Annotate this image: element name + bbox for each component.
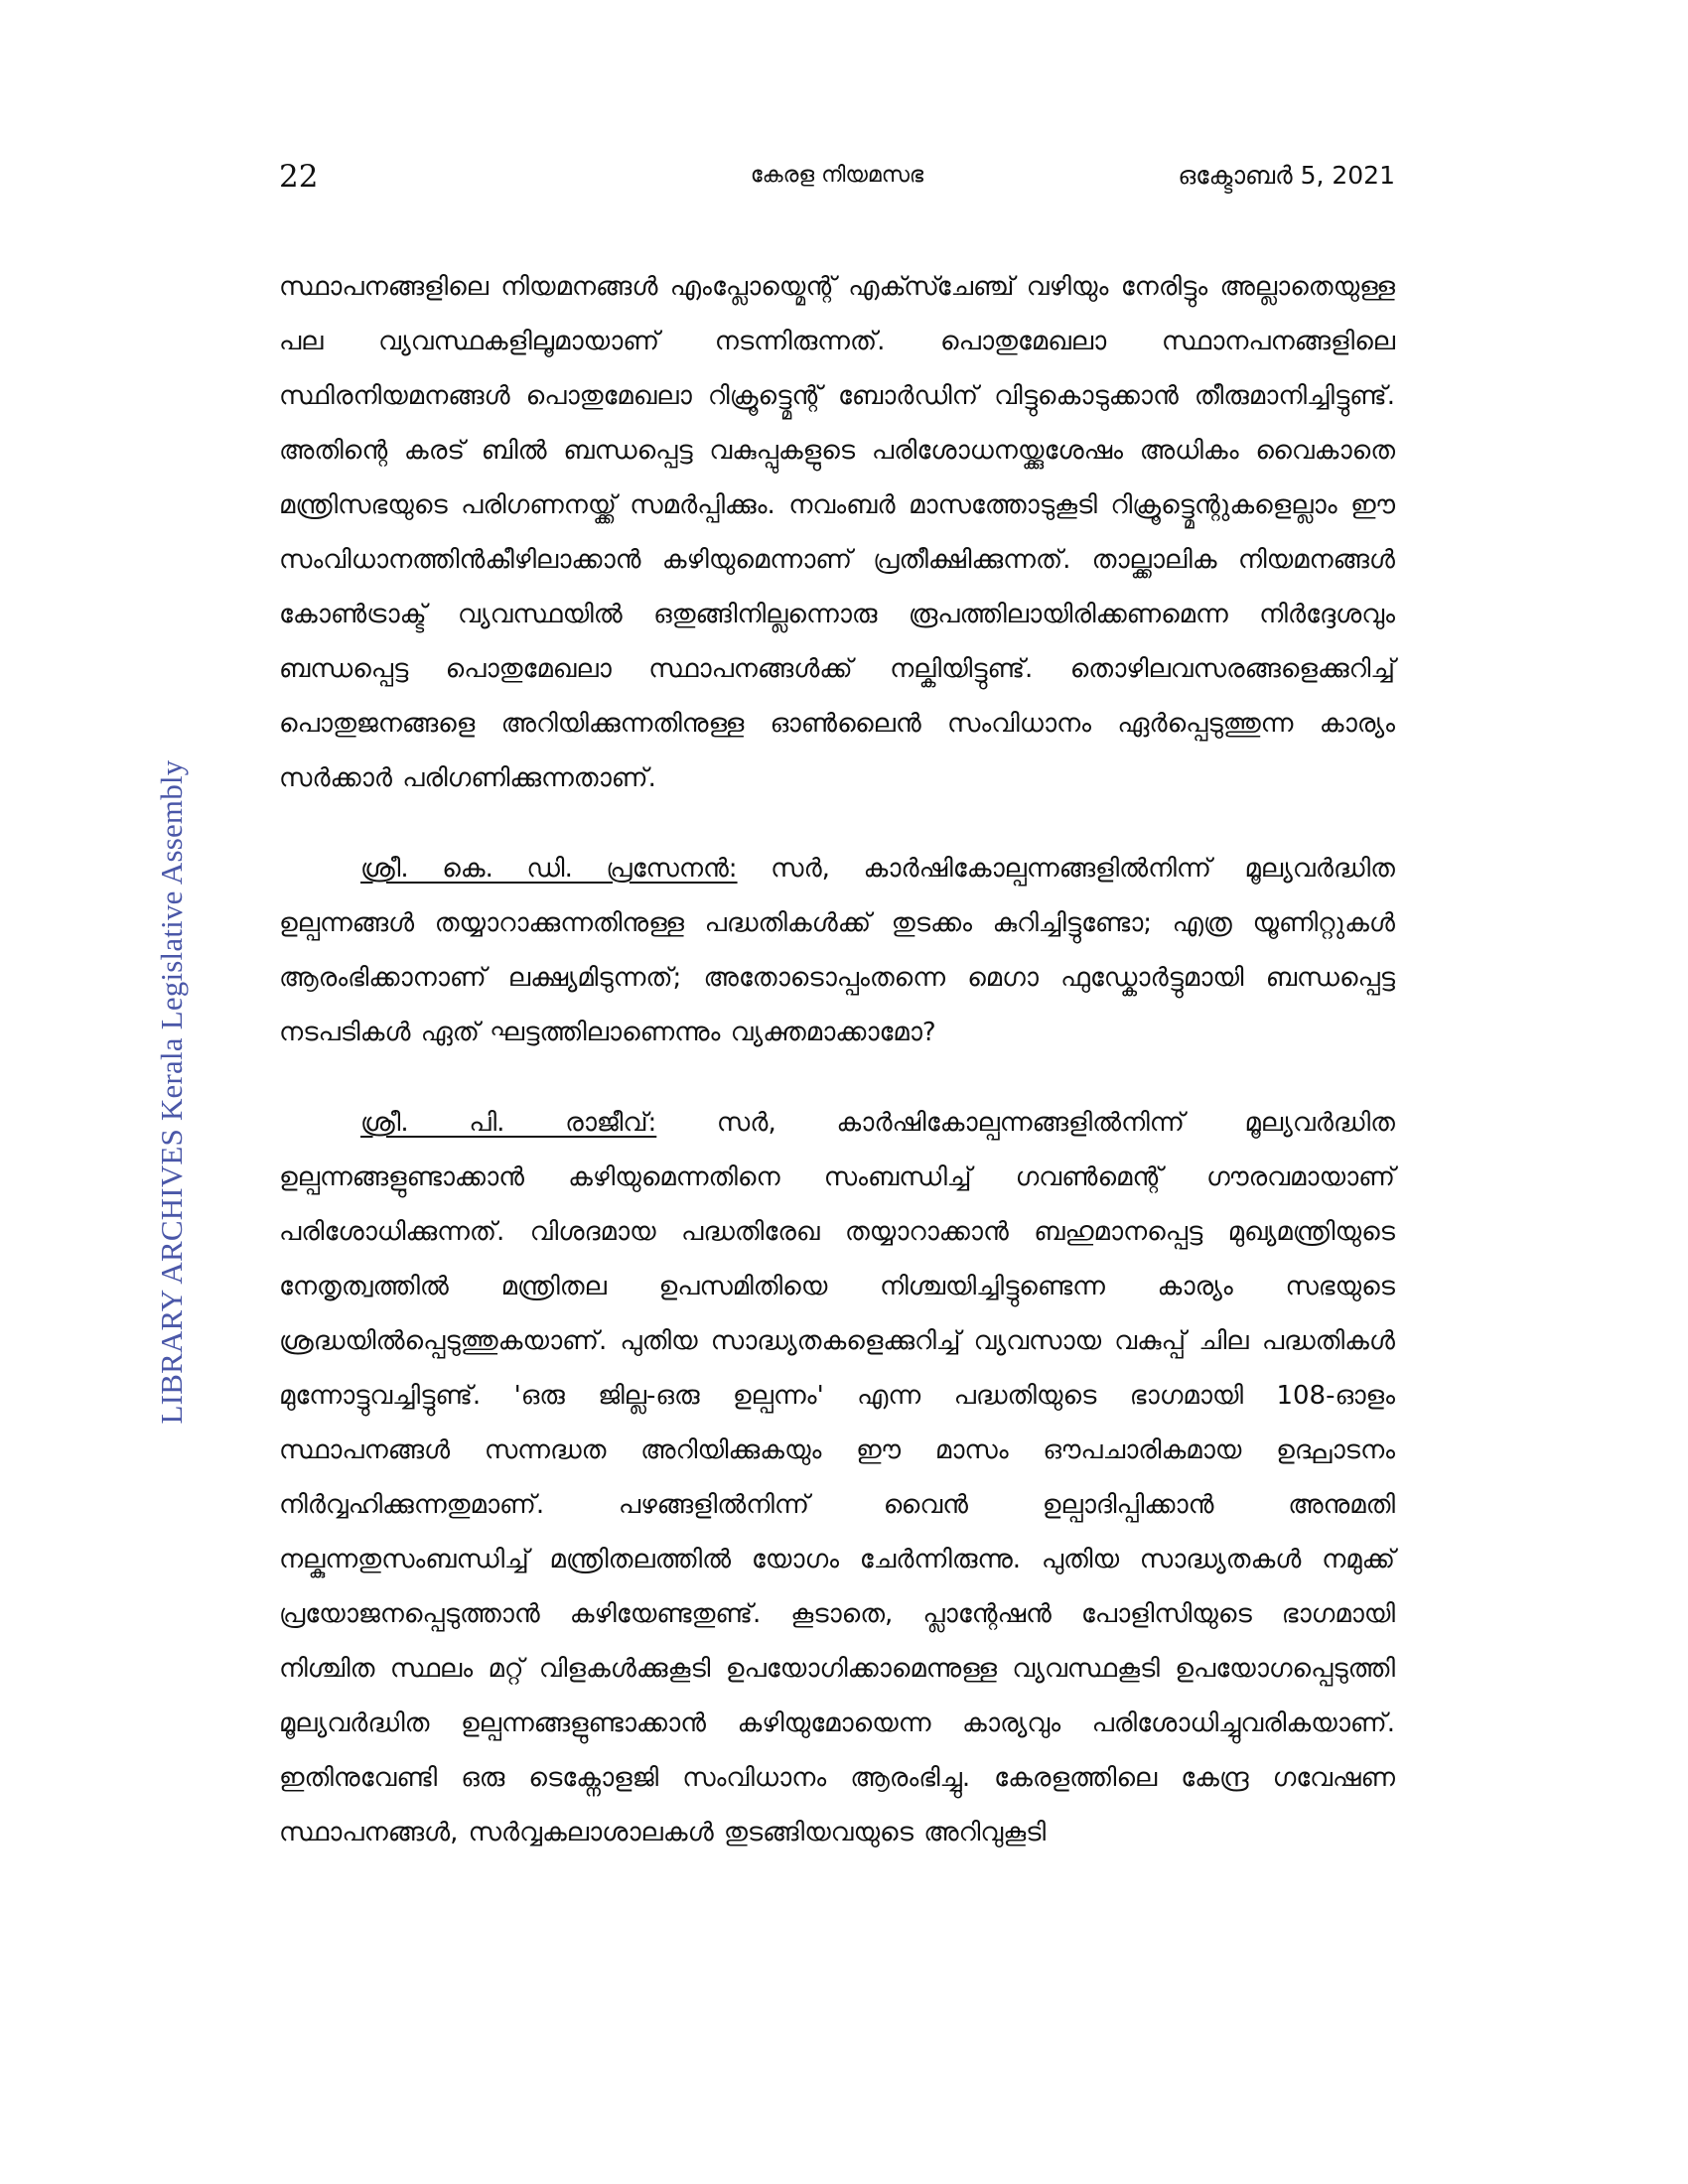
header-date: ഒക്ടോബർ 5, 2021 <box>1178 161 1395 190</box>
running-title: കേരള നിയമസഭ <box>750 163 924 188</box>
paragraph-text: സ്ഥാപനങ്ങളിലെ നിയമനങ്ങൾ എംപ്ലോയ്മെന്റ് എക്സ്ചേഞ്ച് വഴിയും നേരിട്ടും അല്ലാതെയുള്ള പല വ്യവസ്ഥകളിലൂമായാണ് നടന്നിരുന്നത്. പൊതുമേഖലാ സ്ഥാനപനങ്ങളിലെ സ്ഥിരനിയമനങ്ങൾ പൊതുമേഖലാ റിക്രൂട്ട്മെന്റ് ബോർഡിന് വിട്ടുകൊടുക്കാൻ തീരുമാനിച്ചിട്ടുണ്ട്. അതിന്റെ കരട് ബിൽ ബന്ധപ്പെട്ട വകുപ്പുകളുടെ പരിശോധനയ്ക്കുശേഷം അധികം വൈകാതെ മന്ത്രിസഭയുടെ പരിഗണനയ്ക്ക് സമർപ്പിക്കും. നവംബർ മാസത്തോടുകൂടി റിക്രൂട്ട്മെന്റുകളെല്ലാം ഈ സംവിധാനത്തിൻകീഴിലാക്കാൻ കഴിയുമെന്നാണ് പ്രതീക്ഷിക്കുന്നത്. താല്ക്കാലിക നിയമനങ്ങൾ കോൺട്രാക്ട് വ്യവസ്ഥയിൽ ഒതുങ്ങിനില്ലന്നൊരു രൂപത്തിലായിരിക്കണമെന്ന നിർദ്ദേശവും ബന്ധപ്പെട്ട പൊതുമേഖലാ സ്ഥാപനങ്ങൾക്ക് നല്കിയിട്ടുണ്ട്. തൊഴിലവസരങ്ങളെക്കുറിച്ച് പൊതുജനങ്ങളെ അറിയിക്കുന്നതിനുള്ള ഓൺലൈൻ സംവിധാനം ഏർപ്പെടുത്തുന്ന കാര്യം സർക്കാർ പരിഗണിക്കുന്നതാണ്. <box>279 272 1395 793</box>
paragraph-text: സർ, കാർഷികോല്പന്നങ്ങളിൽനിന്ന് മൂല്യവർദ്ധിത ഉല്പന്നങ്ങൾ തയ്യാറാക്കുന്നതിനുള്ള പദ്ധതികൾക്ക് തുടക്കം കുറിച്ചിട്ടുണ്ടോ; എത്ര യൂണിറ്റുകൾ ആരംഭിക്കാനാണ് ലക്ഷ്യമിടുന്നത്; അതോടൊപ്പംതന്നെ മെഗാ ഫുഡ്കോർട്ടുമായി ബന്ധപ്പെട്ട നടപടികൾ ഏത് ഘട്ടത്തിലാണെന്നും വ്യക്തമാക്കാമോ? <box>279 854 1395 1047</box>
paragraph-continued <box>279 260 1395 806</box>
archive-watermark: LIBRARY ARCHIVES Kerala Legislative Assembly <box>154 759 189 1425</box>
page-number: 22 <box>279 159 319 195</box>
speaker-name: ശ്രീ. കെ. ഡി. പ്രസേനൻ: <box>360 854 738 884</box>
speaker-name: ശ്രീ. പി. രാജീവ്: <box>360 1108 657 1138</box>
page-header <box>279 159 1395 203</box>
paragraph-answer <box>279 1096 1395 1860</box>
paragraph-text: സർ, കാർഷികോല്പന്നങ്ങളിൽനിന്ന് മൂല്യവർദ്ധിത ഉല്പന്നങ്ങളുണ്ടാക്കാൻ കഴിയുമെന്നതിനെ സംബന്ധിച്ച് ഗവൺമെന്റ് ഗൗരവമായാണ് പരിശോധിക്കുന്നത്. വിശദമായ പദ്ധതിരേഖ തയ്യാറാക്കാൻ ബഹുമാനപ്പെട്ട മുഖ്യമന്ത്രിയുടെ നേതൃത്വത്തിൽ മന്ത്രിതല ഉപസമിതിയെ നിശ്ചയിച്ചിട്ടുണ്ടെന്ന കാര്യം സഭയുടെ ശ്രദ്ധയിൽപ്പെടുത്തുകയാണ്. പുതിയ സാദ്ധ്യതകളെക്കുറിച്ച് വ്യവസായ വകുപ്പ് ചില പദ്ധതികൾ മുന്നോട്ടുവച്ചിട്ടുണ്ട്. 'ഒരു ജില്ല-ഒരു ഉല്പന്നം' എന്ന പദ്ധതിയുടെ ഭാഗമായി 108-ഓളം സ്ഥാപനങ്ങൾ സന്നദ്ധത അറിയിക്കുകയും ഈ മാസം ഔപചാരികമായ ഉദ്ഘാടനം നിർവ്വഹിക്കുന്നതുമാണ്. പഴങ്ങളിൽനിന്ന് വൈൻ ഉല്പാദിപ്പിക്കാൻ അനുമതി നല്കുന്നതുസംബന്ധിച്ച് മന്ത്രിതലത്തിൽ യോഗം ചേർന്നിരുന്നു. പുതിയ സാദ്ധ്യതകൾ നമുക്ക് പ്രയോജനപ്പെടുത്താൻ കഴിയേണ്ടതുണ്ട്. കൂടാതെ, പ്ലാന്റേഷൻ പോളിസിയുടെ ഭാഗമായി നിശ്ചിത സ്ഥലം മറ്റ് വിളകൾക്കുകൂടി ഉപയോഗിക്കാമെന്നുള്ള വ്യവസ്ഥകൂടി ഉപയോഗപ്പെടുത്തി മൂല്യവർദ്ധിത ഉല്പന്നങ്ങളുണ്ടാക്കാൻ കഴിയുമോയെന്ന കാര്യവും പരിശോധിച്ചുവരികയാണ്. ഇതിനുവേണ്ടി ഒരു ടെക്നോളജി സംവിധാനം ആരംഭിച്ചു. കേരളത്തിലെ കേന്ദ്ര ഗവേഷണ സ്ഥാപനങ്ങൾ, സർവ്വകലാശാലകൾ തുടങ്ങിയവയുടെ അറിവുകൂടി <box>279 1108 1395 1847</box>
document-body <box>279 260 1395 1860</box>
paragraph-question <box>279 842 1395 1060</box>
